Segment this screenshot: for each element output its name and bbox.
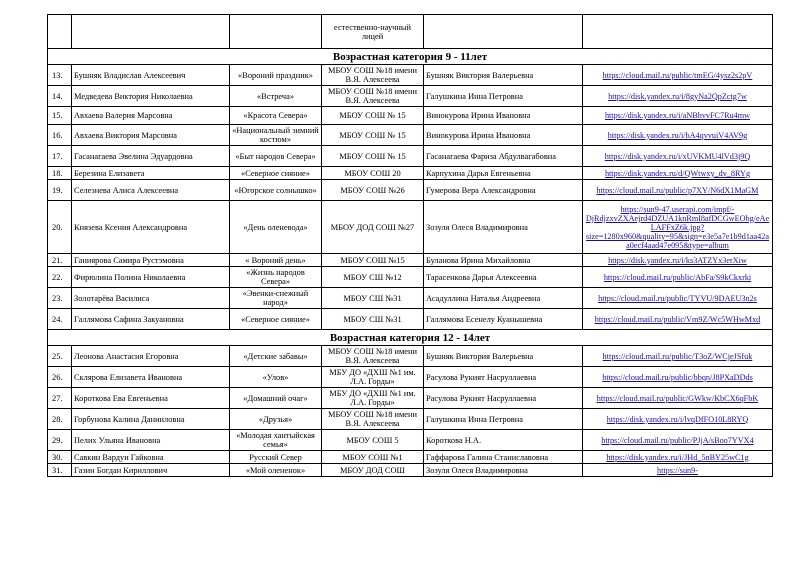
participant-name-cell: Березина Елизавета: [72, 167, 230, 180]
row-number-cell: 16.: [48, 125, 72, 146]
work-title-cell: «Красота Севера»: [230, 107, 322, 125]
category-header: [48, 330, 773, 346]
work-link[interactable]: https://disk.yandex.ru/i/JHd_5nBY25wC1g: [583, 451, 773, 464]
teacher-cell: Короткова Н.А.: [424, 430, 583, 451]
link-cell: [583, 15, 773, 49]
work-title-cell: «Северное сияние»: [230, 309, 322, 330]
participant-name-cell: Бушняк Владислав Алексеевич: [72, 65, 230, 86]
participant-name-cell: Фирюлина Полина Николаевна: [72, 267, 230, 288]
table-row: [48, 464, 773, 477]
school-cell: МБОУ СОШ №18 имени В.Я. Алексеева: [322, 65, 424, 86]
work-title-cell: «Мой олененок»: [230, 464, 322, 477]
table-row: [48, 65, 773, 86]
teacher-cell: Асадуллина Наталья Андреевна: [424, 288, 583, 309]
teacher-cell: Галушкина Инна Петровна: [424, 86, 583, 107]
table-row: [48, 201, 773, 254]
table-row: [48, 346, 773, 367]
work-link[interactable]: https://cloud.mail.ru/public/GWkw/KbCX6qFbK: [583, 388, 773, 409]
work-link[interactable]: https://disk.yandex.ru/i/bA4qvvuiV4AV9g: [583, 125, 773, 146]
work-link[interactable]: https://cloud.mail.ru/public/AbFa/S9kCkxrki: [583, 267, 773, 288]
row-number-cell: 20.: [48, 201, 72, 254]
participant-name-cell: Селезнева Алиса Алексеевна: [72, 180, 230, 201]
teacher-cell: Расулова Рукият Насруллаевна: [424, 367, 583, 388]
participant-name-cell: Леонова Анастасия Егоровна: [72, 346, 230, 367]
school-cell: МБОУ ДОД СОШ №27: [322, 201, 424, 254]
row-number-cell: 18.: [48, 167, 72, 180]
school-cell: МБОУ СШ №31: [322, 288, 424, 309]
teacher-cell: Бушняк Виктория Валерьевна: [424, 65, 583, 86]
teacher-cell: Буланова Ирина Михайловна: [424, 254, 583, 267]
participant-name-cell: Золотарёва Василиса: [72, 288, 230, 309]
table-row: [48, 309, 773, 330]
school-cell: МБОУ СОШ № 15: [322, 125, 424, 146]
school-cell: МБОУ ДОД СОШ: [322, 464, 424, 477]
school-cell: МБОУ СОШ № 15: [322, 146, 424, 167]
school-cell: естественно-научный лицей: [322, 15, 424, 49]
work-link[interactable]: https://disk.yandex.ru/d/QWtwxy_dv_8RYg: [583, 167, 773, 180]
participant-name-cell: Склярова Елизавета Ивановна: [72, 367, 230, 388]
participant-name-cell: Медведева Виктория Николаевна: [72, 86, 230, 107]
teacher-cell: Расулова Рукият Насруллаевна: [424, 388, 583, 409]
work-title-cell: «Эвенки-снежный народ»: [230, 288, 322, 309]
category-title: Возрастная категория 9 - 11лет: [48, 49, 773, 65]
table-row: [48, 367, 773, 388]
work-title-cell: «Встреча»: [230, 86, 322, 107]
table-row: [48, 288, 773, 309]
table-row: [48, 430, 773, 451]
row-number-cell: 19.: [48, 180, 72, 201]
table-row: [48, 167, 773, 180]
teacher-cell: Карпухина Дарья Евгеньевна: [424, 167, 583, 180]
work-link[interactable]: https://disk.yandex.ru/i/ks3ATZYx3erXiw: [583, 254, 773, 267]
participant-name-cell: Авхаева Валерия Марсовна: [72, 107, 230, 125]
participant-name-cell: Газин Богдан Кириллович: [72, 464, 230, 477]
work-link[interactable]: https://cloud.mail.ru/public/bbqn/J8PXaDDds: [583, 367, 773, 388]
work-link[interactable]: https://disk.yandex.ru/i/lvqDfFO10L8RYQ: [583, 409, 773, 430]
category-header: [48, 49, 773, 65]
work-title-cell: «Национальный зимний костюм»: [230, 125, 322, 146]
row-number-cell: 28.: [48, 409, 72, 430]
work-title-cell: «Детские забавы»: [230, 346, 322, 367]
teacher-cell: Зозуля Олеся Владимировна: [424, 201, 583, 254]
participant-cell: [72, 15, 230, 49]
work-title-cell: «Северное сияние»: [230, 167, 322, 180]
participant-name-cell: Гасанагаева Эвелина Эдуардовна: [72, 146, 230, 167]
work-title-cell: «Жизнь народов Севера»: [230, 267, 322, 288]
table-row: [48, 86, 773, 107]
work-link[interactable]: https://cloud.mail.ru/public/T3oZ/WCjeJSfuk: [583, 346, 773, 367]
school-cell: МБОУ СОШ №26: [322, 180, 424, 201]
work-title-cell: «Домашний очаг»: [230, 388, 322, 409]
table-row: [48, 15, 773, 49]
row-number-cell: 14.: [48, 86, 72, 107]
school-cell: МБОУ СОШ №18 имени В.Я. Алексеева: [322, 346, 424, 367]
school-cell: МБОУ СШ №31: [322, 309, 424, 330]
school-cell: МБОУ СОШ № 15: [322, 107, 424, 125]
category-title: Возрастная категория 12 - 14лет: [48, 330, 773, 346]
work-title-cell: «Молодая хантыйская семья»: [230, 430, 322, 451]
participant-name-cell: Галлямова Сафина Закуановна: [72, 309, 230, 330]
work-link[interactable]: https://cloud.mail.ru/public/tmEG/4ysz2s2pV: [583, 65, 773, 86]
participant-name-cell: Ганиярова Самира Рустэмовна: [72, 254, 230, 267]
school-cell: МБОУ СОШ №1: [322, 451, 424, 464]
participant-name-cell: Савкин Вардуи Гайковна: [72, 451, 230, 464]
table-row: [48, 146, 773, 167]
row-number-cell: 17.: [48, 146, 72, 167]
table-row: [48, 451, 773, 464]
school-cell: МБУ ДО «ДХШ №1 им. Л.А. Горды»: [322, 388, 424, 409]
school-cell: МБОУ СОШ №18 имени В.Я. Алексеева: [322, 86, 424, 107]
participant-name-cell: Горбунова Калина Данииловна: [72, 409, 230, 430]
work-title-cell: «Вороний праздник»: [230, 65, 322, 86]
row-number-cell: 25.: [48, 346, 72, 367]
teacher-cell: Тарасенкова Дарья Алексеевна: [424, 267, 583, 288]
row-number-cell: 22.: [48, 267, 72, 288]
participant-name-cell: Авхаева Виктория Марсовна: [72, 125, 230, 146]
work-link[interactable]: https://sun9-: [583, 464, 773, 477]
table-row: [48, 254, 773, 267]
work-link[interactable]: https://disk.yandex.ru/i/xUVKMU4lVd3j9Q: [583, 146, 773, 167]
work-title-cell: «Улов»: [230, 367, 322, 388]
school-cell: МБОУ СОШ №15: [322, 254, 424, 267]
work-title-cell: «Друзья»: [230, 409, 322, 430]
teacher-cell: Зозуля Олеся Владимировна: [424, 464, 583, 477]
row-number-cell: [48, 15, 72, 49]
teacher-cell: Гасанагаева Фариза Абдулвагабовна: [424, 146, 583, 167]
row-number-cell: 23.: [48, 288, 72, 309]
work-title-cell: « Вороний день»: [230, 254, 322, 267]
table-row: [48, 267, 773, 288]
school-cell: МБОУ СОШ 5: [322, 430, 424, 451]
table-row: [48, 409, 773, 430]
row-number-cell: 13.: [48, 65, 72, 86]
participant-name-cell: Князева Ксения Александровна: [72, 201, 230, 254]
work-link[interactable]: https://cloud.mail.ru/public/Vm9Z/Wc5WHwMxd: [583, 309, 773, 330]
teacher-cell: Гаффарова Галина Станиславовна: [424, 451, 583, 464]
work-title-cell: «Югорское солнышко»: [230, 180, 322, 201]
work-title-cell: Русский Север: [230, 451, 322, 464]
teacher-cell: Бушняк Виктория Валерьевна: [424, 346, 583, 367]
work-title-cell: «День оленевода»: [230, 201, 322, 254]
work-link[interactable]: https://disk.yandex.ru/i/8gyNa2QpZctg7w: [583, 86, 773, 107]
work-title-cell: «Быт народов Севера»: [230, 146, 322, 167]
row-number-cell: 31.: [48, 464, 72, 477]
row-number-cell: 30.: [48, 451, 72, 464]
table-row: [48, 180, 773, 201]
participant-name-cell: Короткова Ева Евгеньевна: [72, 388, 230, 409]
work-cell: [230, 15, 322, 49]
teacher-cell: Галлямова Есенелу Куанышевна: [424, 309, 583, 330]
school-cell: МБУ ДО «ДХШ №1 им. Л.А. Горды»: [322, 367, 424, 388]
teacher-cell: Винокурова Ирина Ивановна: [424, 125, 583, 146]
table-row: [48, 107, 773, 125]
teacher-cell: Винокурова Ирина Ивановна: [424, 107, 583, 125]
work-link[interactable]: https://disk.yandex.ru/i/aNBhvvFC7Ru4mw: [583, 107, 773, 125]
work-link[interactable]: https://cloud.mail.ru/public/TYVU/9DAEU3n2s: [583, 288, 773, 309]
teacher-cell: Галушкина Инна Петровна: [424, 409, 583, 430]
work-link[interactable]: https://cloud.mail.ru/public/p7XY/N6dX1MaGM: [583, 180, 773, 201]
work-link[interactable]: https://sun9-47.userapi.com/impf/-DjRdjzxvZXAejrd4DZUA1knRmI8afDCGwEObg/eAeLAFFxZ6k.jpg?size=1280x960&quality=95&sign=e3e5a7e1b9d1aa42aa0ecf4aad47e095&type=album: [583, 201, 773, 254]
participants-table: [47, 14, 773, 477]
school-cell: МБОУ СОШ №18 имени В.Я. Алексеева: [322, 409, 424, 430]
row-number-cell: 29.: [48, 430, 72, 451]
table-row: [48, 125, 773, 146]
teacher-cell: Гумерова Вера Александровна: [424, 180, 583, 201]
work-link[interactable]: https://cloud.mail.ru/public/PJjA/sBoo7YVX4: [583, 430, 773, 451]
row-number-cell: 26.: [48, 367, 72, 388]
participant-name-cell: Пелих Ульяна Ивановна: [72, 430, 230, 451]
row-number-cell: 21.: [48, 254, 72, 267]
row-number-cell: 24.: [48, 309, 72, 330]
school-cell: МБОУ СШ №12: [322, 267, 424, 288]
school-cell: МБОУ СОШ 20: [322, 167, 424, 180]
table-row: [48, 388, 773, 409]
teacher-cell: [424, 15, 583, 49]
row-number-cell: 15.: [48, 107, 72, 125]
row-number-cell: 27.: [48, 388, 72, 409]
